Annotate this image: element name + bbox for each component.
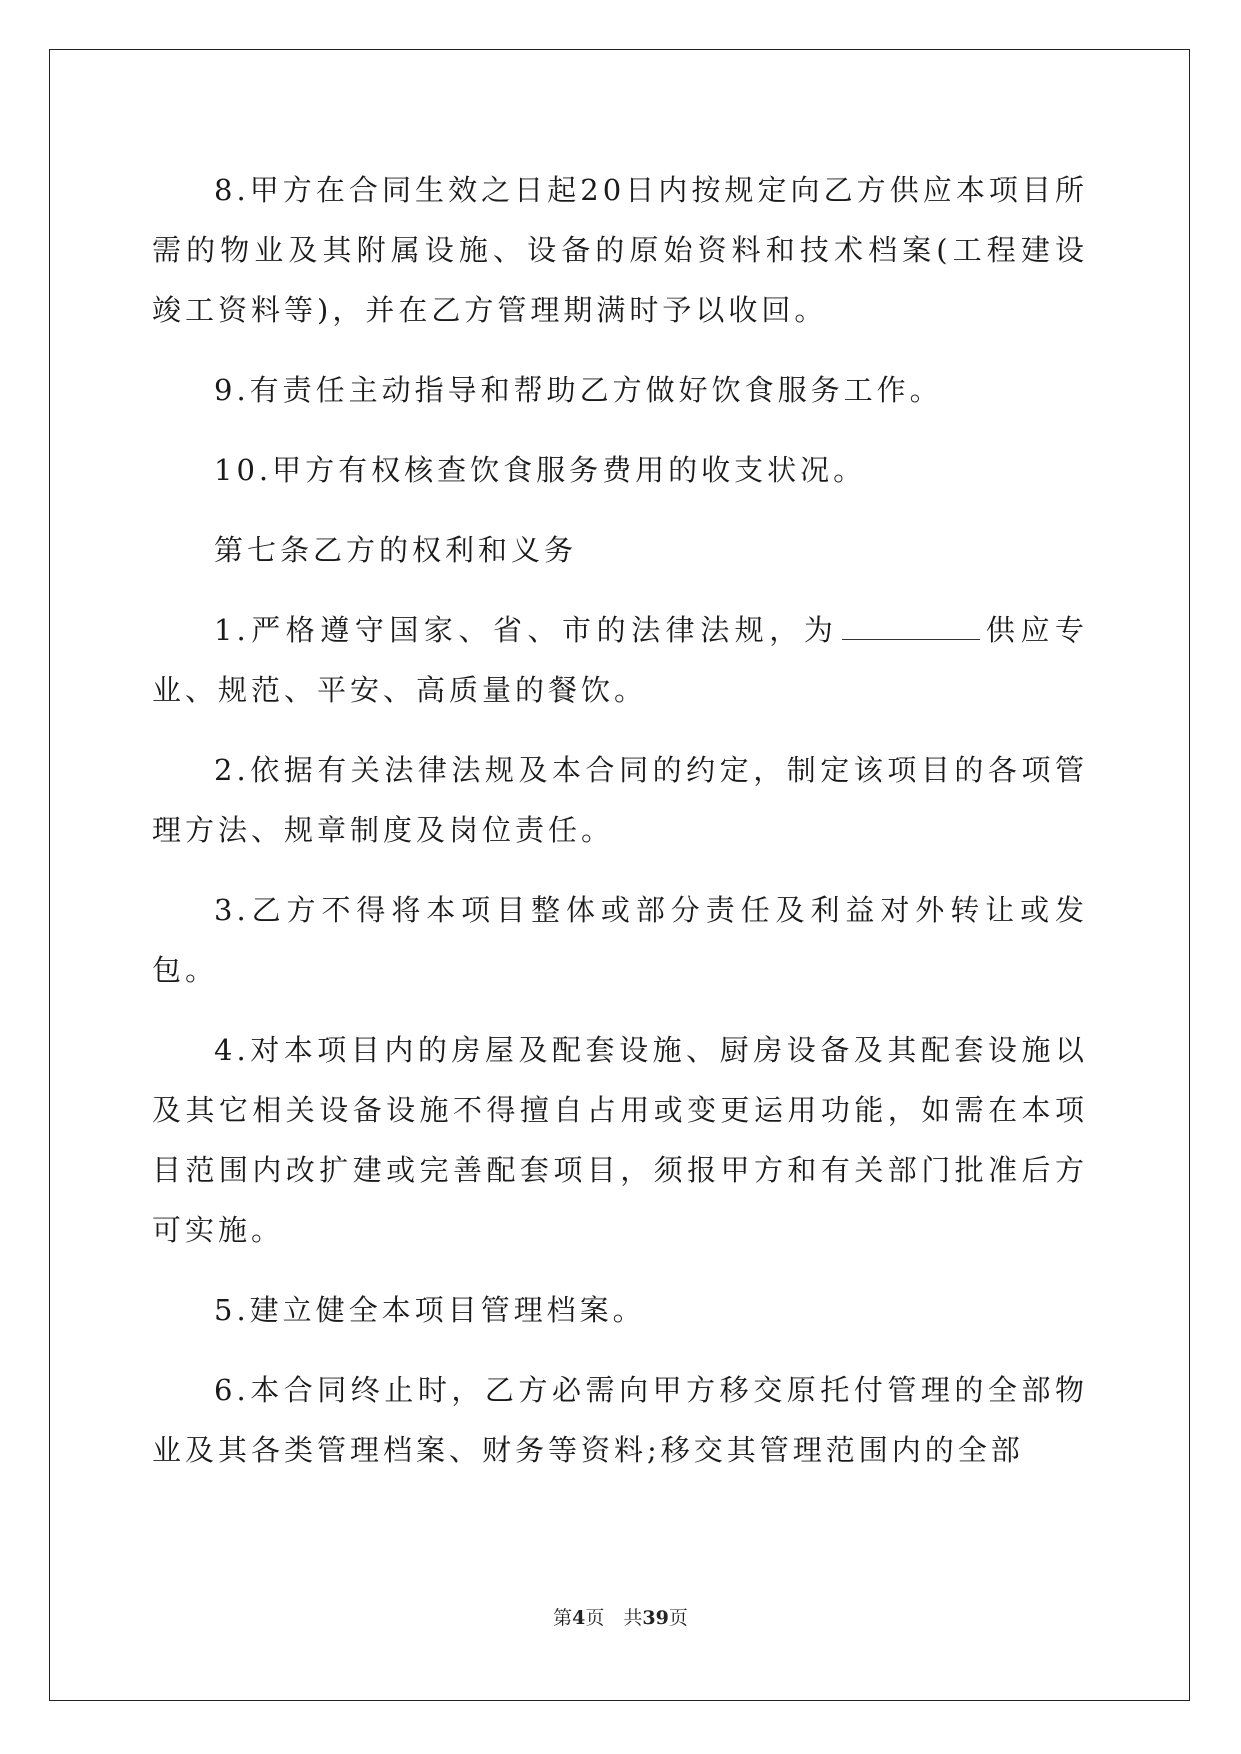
- clause-10: 10.甲方有权核查饮食服务费用的收支状况。: [214, 453, 867, 487]
- clause-9: 9.有责任主动指导和帮助乙方做好饮食服务工作。: [214, 373, 943, 407]
- clause-b1: [152, 600, 1088, 720]
- current-page-number: 4: [572, 1607, 586, 1629]
- clause-b3: 3.乙方不得将本项目整体或部分责任及利益对外转让或发包。: [152, 893, 1088, 987]
- clause-b6: 6.本合同终止时，乙方必需向甲方移交原托付管理的全部物业及其各类管理档案、财务等资料;移交其管理范围内的全部: [152, 1373, 1088, 1467]
- clause-8: 8.甲方在合同生效之日起20日内按规定向乙方供应本项目所需的物业及其附属设施、设备的原始资料和技术档案(工程建设竣工资料等)，并在乙方管理期满时予以收回。: [152, 173, 1088, 327]
- clause-b1-text-end: 供应专业、规范、平安、高质量的餐饮。: [152, 613, 1088, 707]
- fill-in-blank: [842, 613, 980, 640]
- article-7-heading: 第七条乙方的权利和义务: [214, 533, 578, 567]
- footer-mid: 页 共: [585, 1607, 643, 1629]
- page-footer: [0, 1603, 1241, 1630]
- clause-b1-text-start: 1.严格遵守国家、省、市的法律法规，为: [214, 613, 839, 647]
- clause-b4: 4.对本项目内的房屋及配套设施、厨房设备及其配套设施以及其它相关设备设施不得擅自占用或变更运用功能，如需在本项目范围内改扩建或完善配套项目，须报甲方和有关部门批准后方可实施。: [152, 1033, 1088, 1247]
- total-page-count: 39: [642, 1607, 669, 1629]
- clause-b2: 2.依据有关法律法规及本合同的约定，制定该项目的各项管理方法、规章制度及岗位责任。: [152, 753, 1088, 847]
- footer-suffix: 页: [668, 1607, 688, 1629]
- document-body: [152, 160, 1088, 1480]
- clause-b5: 5.建立健全本项目管理档案。: [214, 1293, 646, 1327]
- footer-prefix: 第: [553, 1607, 573, 1629]
